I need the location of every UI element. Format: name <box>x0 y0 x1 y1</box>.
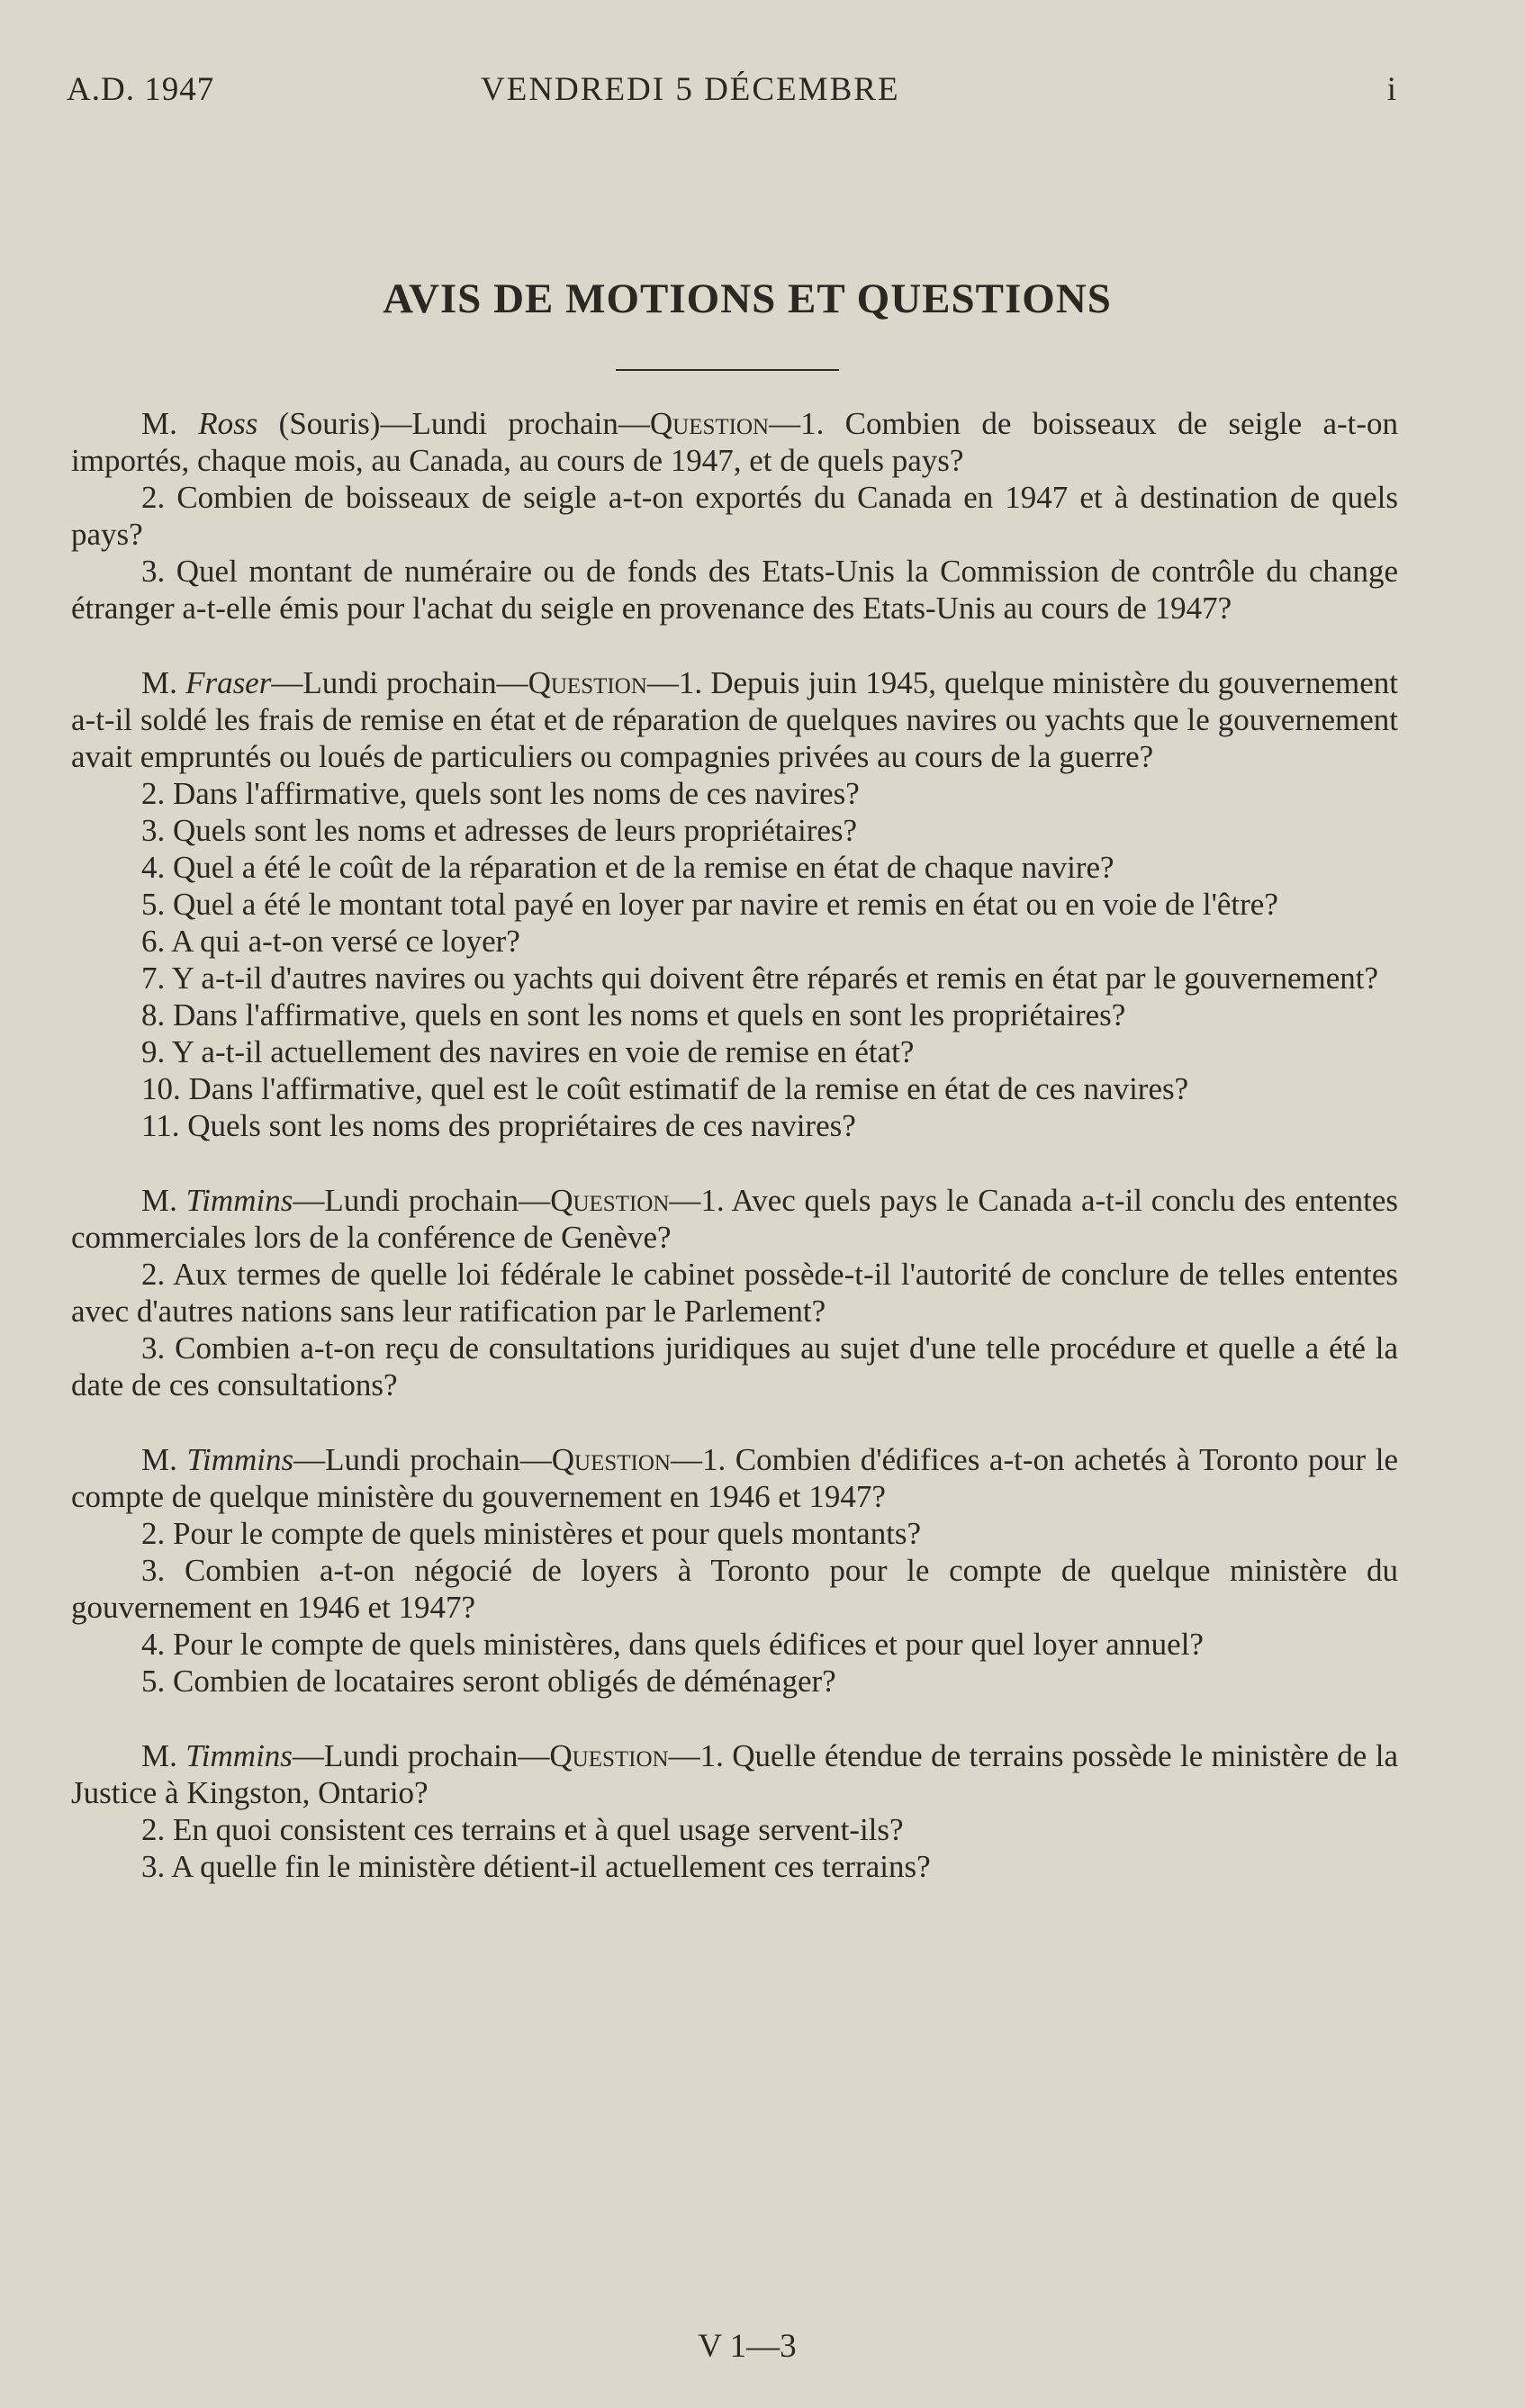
notice-intro: —Lundi prochain— <box>293 1442 552 1477</box>
notice-entry <box>71 664 1398 1144</box>
notice-entry <box>71 1441 1398 1700</box>
member-title: M. <box>141 1738 186 1773</box>
notice-entry <box>71 1737 1398 1885</box>
question-label: Question <box>649 406 770 441</box>
header-year: A.D. 1947 <box>67 71 215 108</box>
question-item: 4. Quel a été le coût de la réparation et de la remise en état de chaque navire? <box>141 850 1114 885</box>
question-item: 3. Combien a-t-on négocié de loyers à Toronto pour le compte de quelque ministère du gouvernement en 1946 et 1947? <box>71 1553 1398 1625</box>
notice-intro: —Lundi prochain— <box>271 665 528 700</box>
header-page-number: i <box>1386 71 1397 108</box>
question-item: 5. Quel a été le montant total payé en loyer par navire et remis en état ou en voie de l'être? <box>141 887 1278 922</box>
notice-first-paragraph <box>71 1441 1398 1515</box>
question-item: 3. A quelle fin le ministère détient-il actuellement ces terrains? <box>141 1849 931 1884</box>
question-text: —1. Avec quels pays le Canada a-t-il conclu des ententes commerciales lors de la conférence de Genève? <box>71 1183 1399 1255</box>
notice-intro: (Souris)—Lundi prochain— <box>257 406 650 441</box>
notices-body <box>71 405 1398 1923</box>
signature-mark: V 1—3 <box>698 2328 797 2365</box>
notice-first-paragraph <box>71 1737 1398 1811</box>
question-label: Question <box>550 1183 670 1218</box>
question-item: 8. Dans l'affirmative, quels en sont les noms et quels en sont les propriétaires? <box>141 997 1126 1033</box>
question-item: 10. Dans l'affirmative, quel est le coût estimatif de la remise en état de ces navires? <box>141 1071 1189 1106</box>
member-title: M. <box>141 1442 187 1477</box>
notice-entry <box>71 1182 1398 1403</box>
question-label: Question <box>528 665 647 700</box>
notice-first-paragraph <box>71 664 1398 775</box>
question-text: —1. Quelle étendue de terrains possède le ministère de la Justice à Kingston, Ontario? <box>71 1738 1398 1810</box>
question-item: 11. Quels sont les noms des propriétaires de ces navires? <box>141 1108 856 1143</box>
question-text: —1. Depuis juin 1945, quelque ministère du gouvernement a-t-il soldé les frais de remise en état et de réparation de quelques navires ou yachts que le gouvernement avait empruntés ou loués de particuliers ou compagnies privées au cours de la guerre? <box>71 665 1398 774</box>
title-rule <box>616 369 839 371</box>
question-item: 5. Combien de locataires seront obligés de déménager? <box>141 1664 836 1699</box>
member-name: Timmins <box>185 1183 293 1218</box>
question-item: 2. Pour le compte de quels ministères et pour quels montants? <box>141 1516 922 1551</box>
question-item: 2. Combien de boisseaux de seigle a-t-on exportés du Canada en 1947 et à destination de quels pays? <box>71 480 1398 552</box>
member-name: Timmins <box>186 1442 294 1477</box>
notice-first-paragraph <box>71 1182 1398 1256</box>
question-item: 3. Quels sont les noms et adresses de leurs propriétaires? <box>141 813 858 848</box>
member-title: M. <box>141 665 186 700</box>
notice-intro: —Lundi prochain— <box>293 1183 551 1218</box>
question-text: —1. Combien d'édifices a-t-on achetés à Toronto pour le compte de quelque ministère du gouvernement en 1946 et 1947? <box>71 1442 1398 1514</box>
member-name: Timmins <box>185 1738 293 1773</box>
question-label: Question <box>549 1738 669 1773</box>
notice-first-paragraph <box>71 405 1398 479</box>
question-item: 2. En quoi consistent ces terrains et à quel usage servent-ils? <box>141 1812 904 1847</box>
notice-intro: —Lundi prochain— <box>292 1738 550 1773</box>
member-title: M. <box>141 1183 186 1218</box>
question-label: Question <box>551 1442 671 1477</box>
question-item: 4. Pour le compte de quels ministères, dans quels édifices et pour quel loyer annuel? <box>141 1627 1204 1662</box>
member-title: M. <box>141 406 199 441</box>
question-item: 3. Quel montant de numéraire ou de fonds des Etats-Unis la Commission de contrôle du change étranger a-t-elle émis pour l'achat du seigle en provenance des Etats-Unis au cours de 1947? <box>71 554 1398 626</box>
question-item: 3. Combien a-t-on reçu de consultations juridiques au sujet d'une telle procédure et quelle a été la date de ces consultations? <box>71 1330 1398 1402</box>
notice-entry <box>71 405 1398 627</box>
header-date: VENDREDI 5 DÉCEMBRE <box>481 71 900 108</box>
question-item: 7. Y a-t-il d'autres navires ou yachts qui doivent être réparés et remis en état par le gouvernement? <box>141 960 1379 996</box>
question-item: 2. Aux termes de quelle loi fédérale le cabinet possède-t-il l'autorité de conclure de telles ententes avec d'autres nations sans leur ratification par le Parlement? <box>71 1257 1398 1329</box>
question-item: 2. Dans l'affirmative, quels sont les noms de ces navires? <box>141 776 860 811</box>
member-name: Ross <box>198 406 258 441</box>
page-title: AVIS DE MOTIONS ET QUESTIONS <box>383 275 1112 322</box>
question-item: 6. A qui a-t-on versé ce loyer? <box>141 924 520 959</box>
question-item: 9. Y a-t-il actuellement des navires en voie de remise en état? <box>141 1034 915 1069</box>
question-text: —1. Combien de boisseaux de seigle a-t-on importés, chaque mois, au Canada, au cours de 1947, et de quels pays? <box>71 406 1399 478</box>
member-name: Fraser <box>185 665 272 700</box>
